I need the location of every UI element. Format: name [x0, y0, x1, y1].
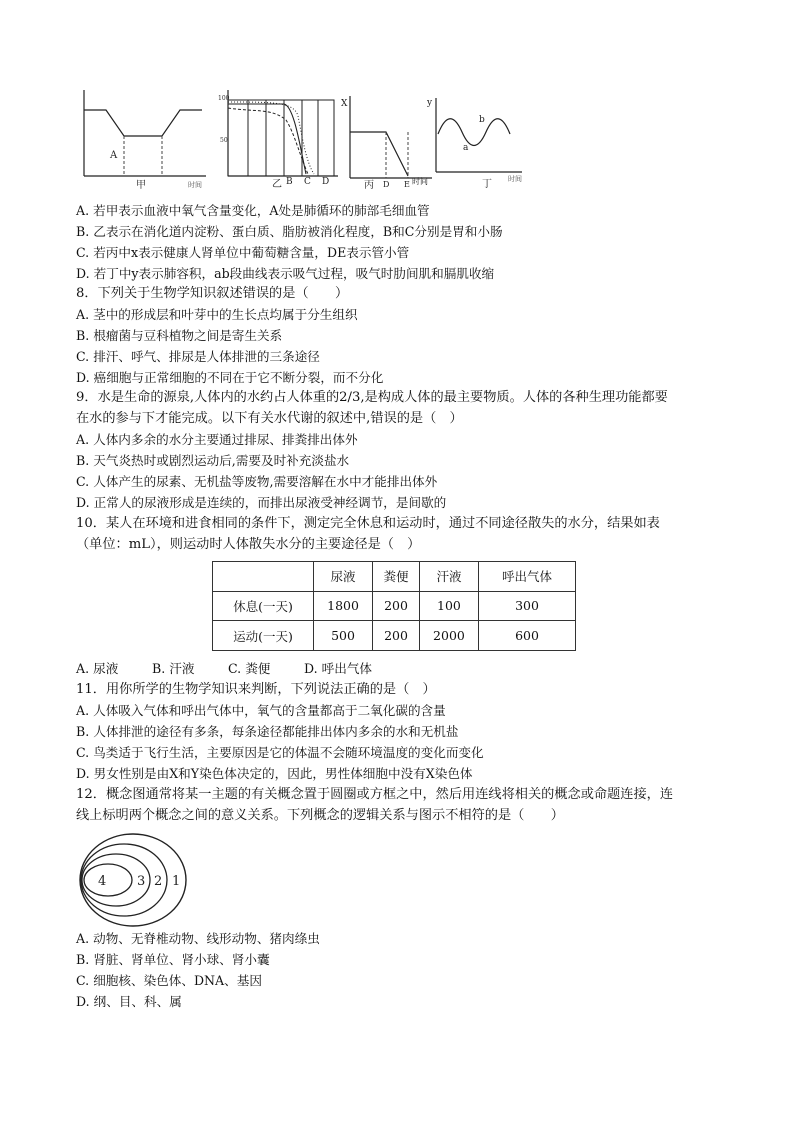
- yi-D-label: D: [322, 177, 330, 187]
- bing-D-label: D: [383, 180, 390, 189]
- ding-a-label: a: [463, 143, 469, 153]
- q7-option-b: B. 乙表示在消化道内淀粉、蛋白质、脂肪被消化程度，B和C分别是胃和小肠: [76, 224, 503, 239]
- table-cell: 200: [373, 621, 420, 651]
- ding-y-label: y: [427, 98, 433, 108]
- yi-B-label: B: [286, 177, 293, 187]
- q10-option-b: B. 汗液: [152, 661, 195, 676]
- q12-option-a: A. 动物、无脊椎动物、线形动物、猪肉绦虫: [76, 931, 320, 946]
- table-header-row: [213, 562, 576, 592]
- concept-label-2: 2: [154, 874, 163, 889]
- graph-ding: [426, 92, 526, 190]
- graph-jia: [76, 88, 210, 190]
- q11-option-a: A. 人体吸入气体和呼出气体中，氧气的含量都高于二氧化碳的含量: [76, 703, 446, 718]
- ding-b-label: b: [479, 115, 485, 125]
- table-header-cell: 汗液: [419, 562, 478, 592]
- table-header-cell: [213, 562, 314, 592]
- concept-label-3: 3: [137, 874, 146, 889]
- q10-option-d: D. 呼出气体: [304, 661, 373, 676]
- yi-C-label: C: [304, 177, 311, 187]
- q9-option-b: B. 天气炎热时或剧烈运动后,需要及时补充淡盐水: [76, 453, 350, 468]
- concept-label-1: 1: [172, 874, 181, 889]
- q8-stem: 8．下列关于生物学知识叙述错误的是（ ）: [76, 286, 349, 301]
- table-cell: 2000: [419, 621, 478, 651]
- q10-option-a: A. 尿液: [76, 661, 119, 676]
- q8-option-c: C. 排汗、呼气、排尿是人体排泄的三条途径: [76, 349, 320, 364]
- q8-option-d: D. 癌细胞与正常细胞的不同在于它不断分裂，而不分化: [76, 370, 384, 385]
- table-cell: 1800: [314, 591, 373, 621]
- q11-option-c: C. 鸟类适于飞行生活，主要原因是它的体温不会随环境温度的变化而变化: [76, 745, 484, 760]
- table-cell: 300: [479, 591, 576, 621]
- bing-figure-label: 丙: [364, 180, 374, 190]
- q10-stem-line2: （单位：mL），则运动时人体散失水分的主要途径是（ ）: [76, 537, 421, 552]
- table-row: [213, 591, 576, 621]
- q9-stem-line1: 9．水是生命的源泉,人体内的水约占人体重的2/3,是构成人体的最主要物质。人体的各种生理功能都要: [76, 390, 668, 405]
- q10-stem-line1: 10．某人在环境和进食相同的条件下，测定完全休息和运动时，通过不同途径散失的水分，结果如表: [76, 516, 660, 531]
- concept-label-4: 4: [98, 874, 107, 889]
- bing-E-label: E: [404, 180, 410, 189]
- table-cell: 500: [314, 621, 373, 651]
- q9-option-c: C. 人体产生的尿素、无机盐等废物,需要溶解在水中才能排出体外: [76, 474, 438, 489]
- q11-option-d: D. 男女性别是由X和Y染色体决定的，因此，男性体细胞中没有X染色体: [76, 766, 473, 781]
- table-cell: 200: [373, 591, 420, 621]
- table-header-cell: 尿液: [314, 562, 373, 592]
- q10-option-c: C. 粪便: [228, 661, 271, 676]
- concept-diagram: [78, 830, 190, 930]
- q11-stem: 11．用你所学的生物学知识来判断，下列说法正确的是（ ）: [76, 682, 436, 697]
- q7-option-a: A. 若甲表示血液中氧气含量变化，A处是肺循环的肺部毛细血管: [76, 203, 430, 218]
- svg-text:50: 50: [220, 137, 228, 144]
- jia-figure-label: 甲: [136, 180, 146, 190]
- q12-option-d: D. 纲、目、科、属: [76, 994, 182, 1009]
- table-header-cell: 粪便: [373, 562, 420, 592]
- table-cell: 运动(一天): [213, 621, 314, 651]
- q12-stem-line1: 12．概念图通常将某一主题的有关概念置于圆圈或方框之中，然后用连线将相关的概念或命题连接，连: [76, 787, 674, 802]
- ding-figure-label: 丁: [482, 179, 492, 190]
- table-header-cell: 呼出气体: [479, 562, 576, 592]
- table-cell: 休息(一天): [213, 591, 314, 621]
- table-cell: 600: [479, 621, 576, 651]
- q12-option-c: C. 细胞核、染色体、DNA、基因: [76, 973, 262, 988]
- q8-option-a: A. 茎中的形成层和叶芽中的生长点均属于分生组织: [76, 307, 358, 322]
- svg-text:100: 100: [218, 95, 230, 102]
- q8-option-b: B. 根瘤菌与豆科植物之间是寄生关系: [76, 328, 283, 343]
- yi-figure-label: 乙: [272, 179, 282, 190]
- water-loss-table: [212, 561, 576, 651]
- q9-option-d: D. 正常人的尿液形成是连续的，而排出尿液受神经调节，是间歇的: [76, 495, 447, 510]
- q9-stem-line2: 在水的参与下才能完成。以下有关水代谢的叙述中,错误的是（ ）: [76, 411, 463, 426]
- table-cell: 100: [419, 591, 478, 621]
- q7-option-d: D. 若丁中y表示肺容积，ab段曲线表示吸气过程，吸气时肋间肌和膈肌收缩: [76, 266, 495, 281]
- q7-option-c: C. 若丙中x表示健康人肾单位中葡萄糖含量，DE表示管小管: [76, 245, 410, 260]
- q10-options: [76, 660, 372, 678]
- q12-option-b: B. 肾脏、肾单位、肾小球、肾小囊: [76, 952, 270, 967]
- ding-axis-label: 时间: [508, 175, 522, 183]
- q11-option-b: B. 人体排泄的途径有多条，每条途径都能排出体内多余的水和无机盐: [76, 724, 459, 739]
- graph-yi: [214, 86, 340, 190]
- bing-time-label: 时间: [412, 177, 428, 186]
- jia-axis-label: 时间: [188, 181, 202, 189]
- q9-option-a: A. 人体内多余的水分主要通过排尿、排粪排出体外: [76, 432, 358, 447]
- table-row: [213, 621, 576, 651]
- q12-stem-line2: 线上标明两个概念之间的意义关系。下列概念的逻辑关系与图示不相符的是（ ）: [76, 808, 564, 823]
- jia-A-label: A: [110, 150, 118, 161]
- bing-x-label: X: [341, 99, 348, 109]
- graph-bing: [340, 92, 434, 190]
